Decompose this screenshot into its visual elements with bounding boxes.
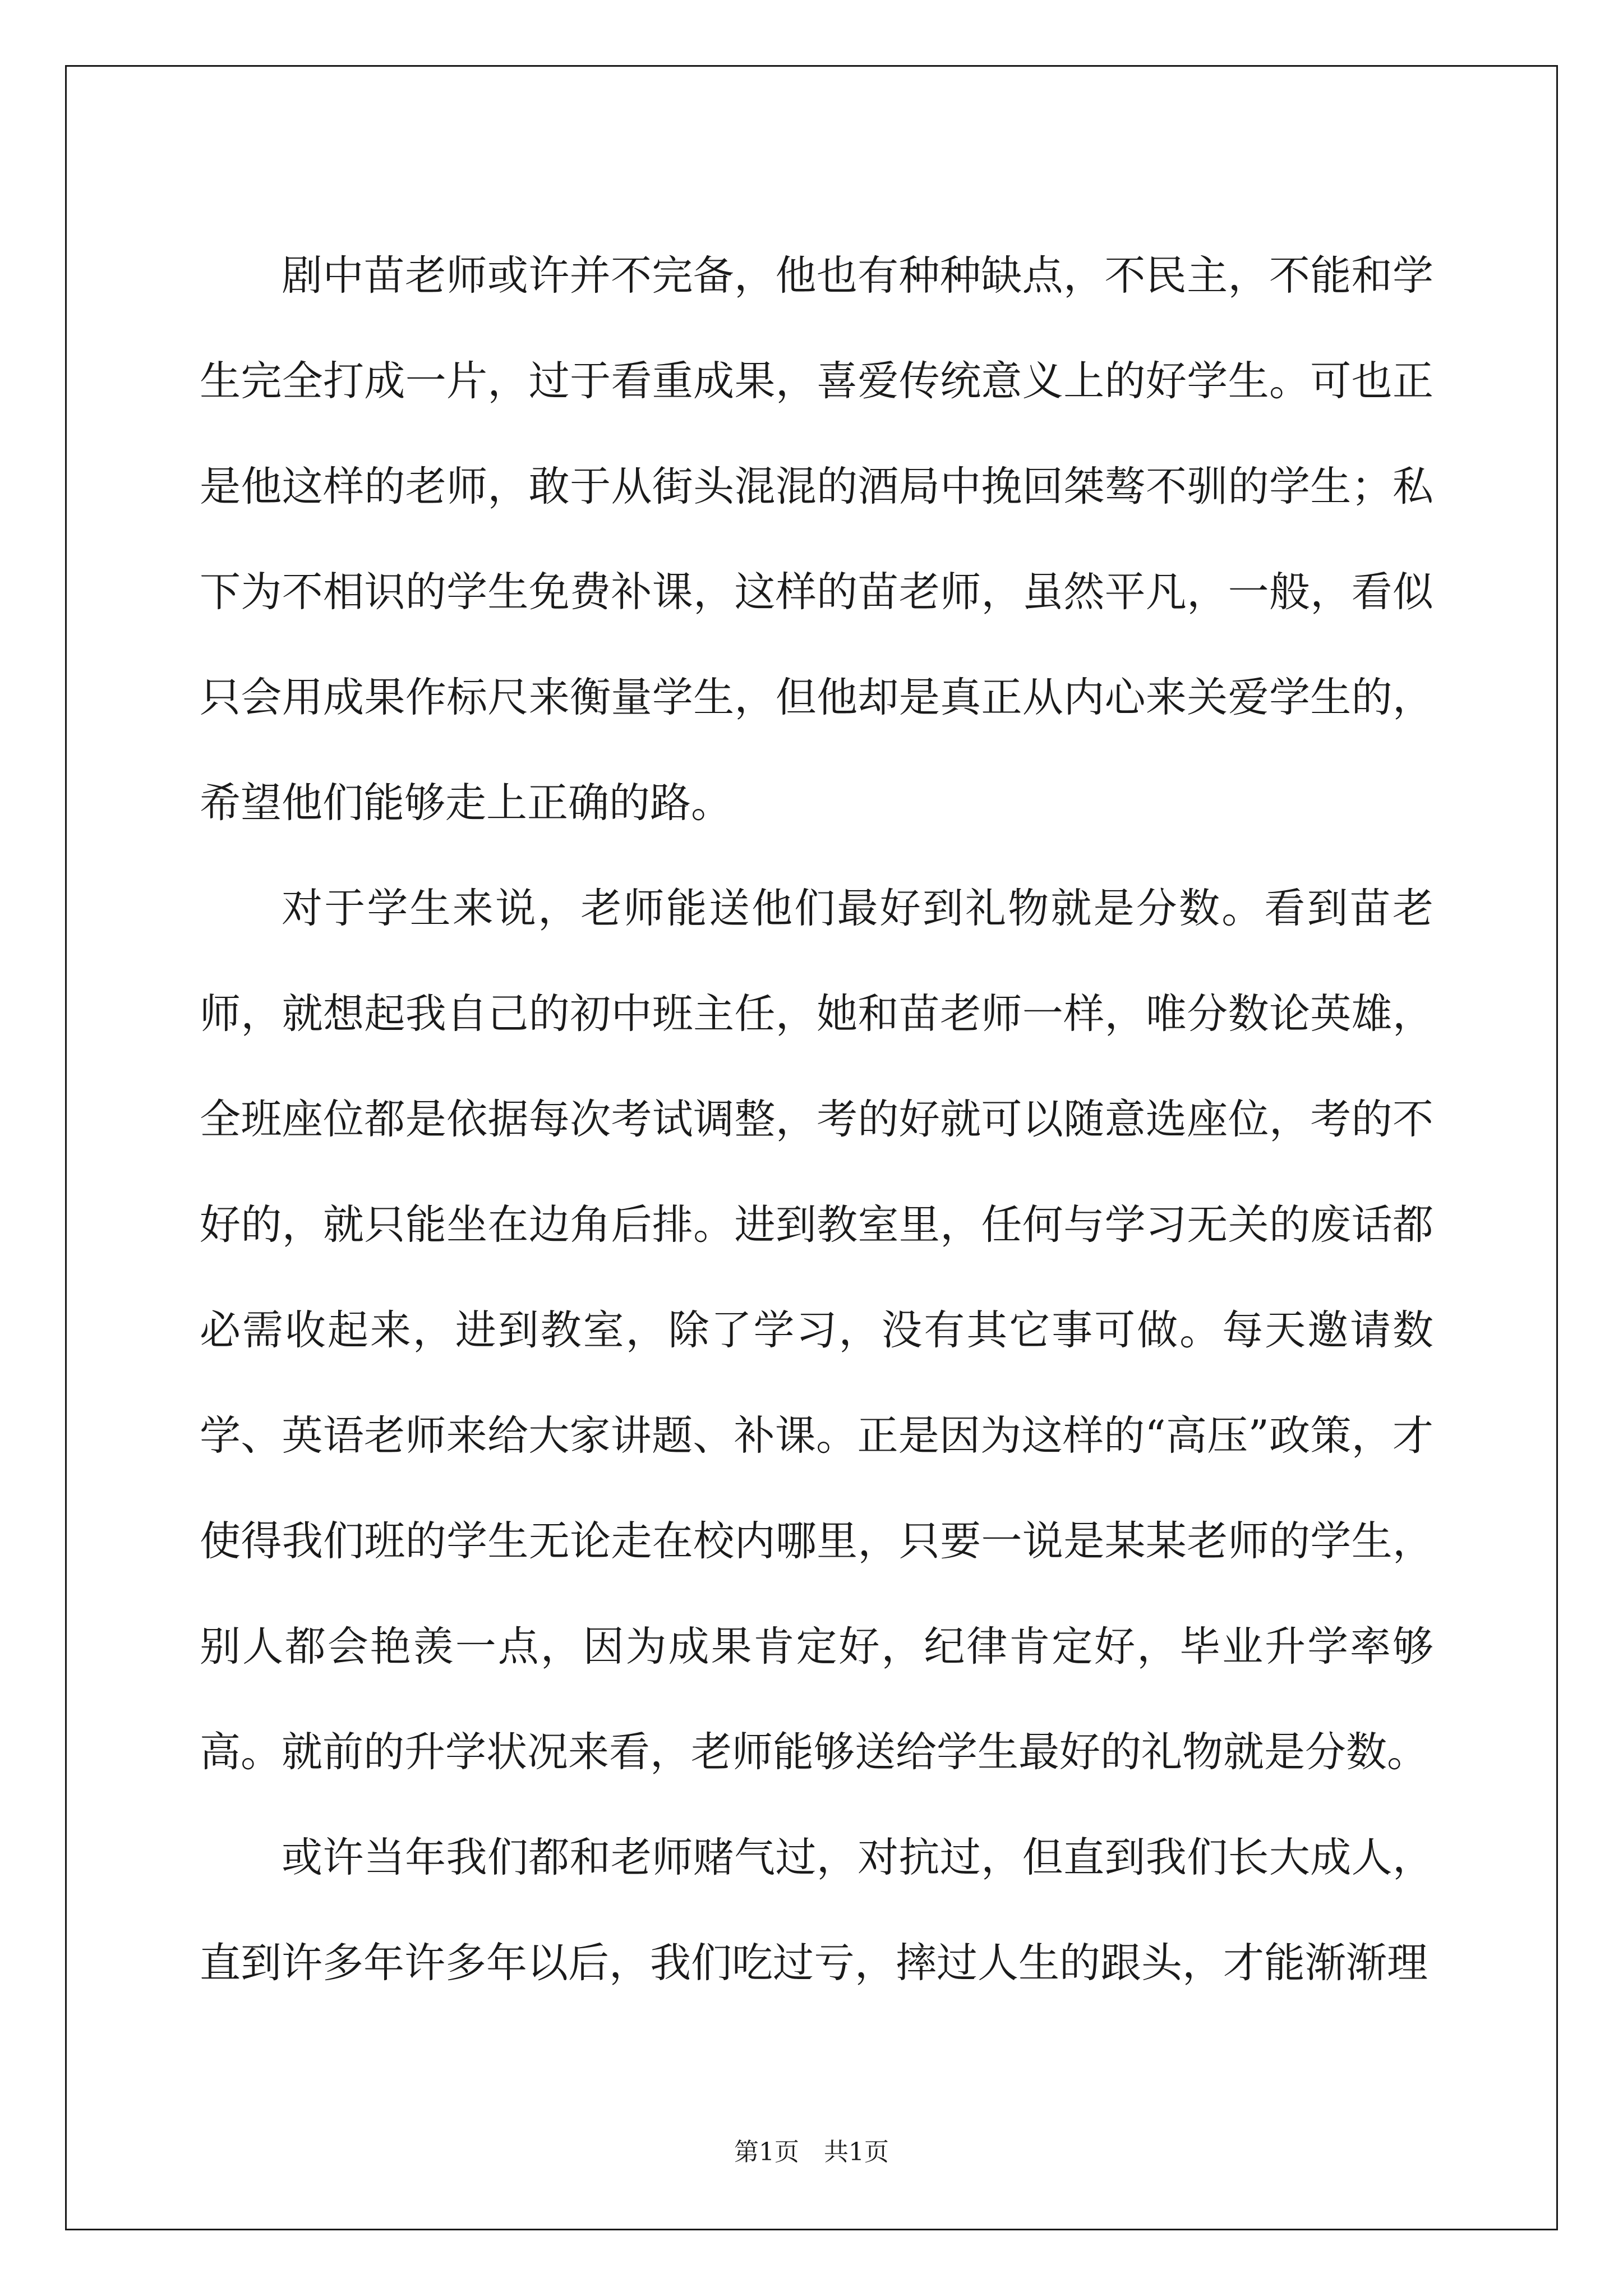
paragraph-2: 对于学生来说，老师能送他们最好到礼物就是分数。看到苗老师，就想起我自己的初中班主任，她和苗老师一样，唯分数论英雄，全班座位都是依据每次考试调整，考的好就可以随意选座位，考的不好的，就只能坐在边角后排。进到教室里，任何与学习无关的废话都必需收起来，进到教室，除了学习，没有其它事可做。每天邀请数学、英语老师来给大家讲题、补课。正是因为这样的“高压”政策，才使得我们班的学生无论走在校内哪里，只要一说是某某老师的学生，别人都会艳羡一点，因为成果肯定好，纪律肯定好，毕业升学率够高。就前的升学状况来看，老师能够送给学生最好的礼物就是分数。 — [200, 885, 1433, 1776]
document-body — [200, 223, 1433, 2016]
page-footer: 第1页 共1页 — [734, 2138, 889, 2166]
paragraph-3: 或许当年我们都和老师赌气过，对抗过，但直到我们长大成人，直到许多年许多年以后，我们吃过亏，摔过人生的跟头，才能渐渐理 — [200, 1834, 1433, 1987]
paragraph-1: 剧中苗老师或许并不完备，他也有种种缺点，不民主，不能和学生完全打成一片，过于看重成果，喜爱传统意义上的好学生。可也正是他这样的老师，敢于从街头混混的酒局中挽回桀骜不驯的学生；私下为不相识的学生免费补课，这样的苗老师，虽然平凡，一般，看似只会用成果作标尺来衡量学生，但他却是真正从内心来关爱学生的，希望他们能够走上正确的路。 — [200, 252, 1433, 827]
